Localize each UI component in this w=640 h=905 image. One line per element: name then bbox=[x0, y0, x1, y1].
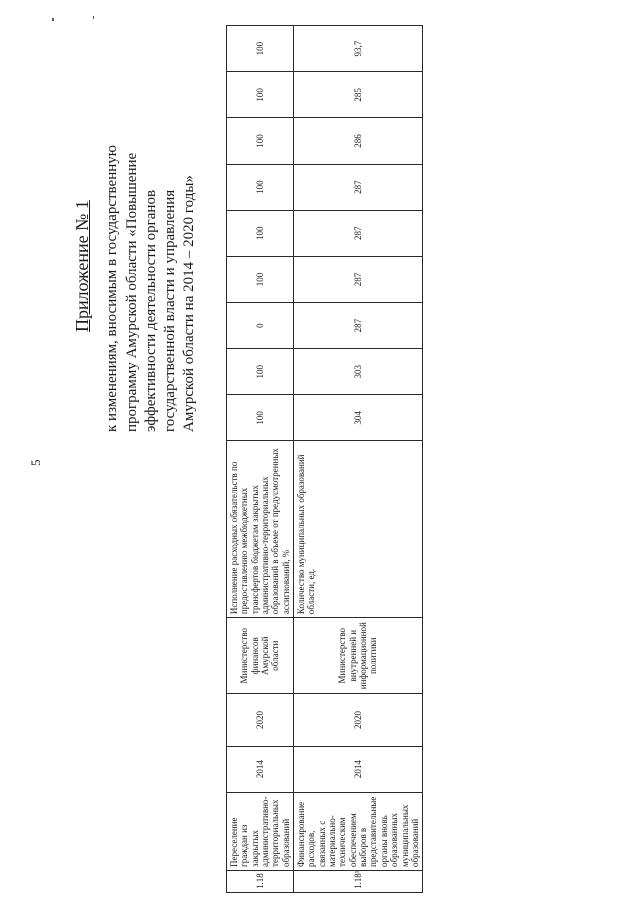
indicator-value: 303 bbox=[294, 349, 423, 395]
table-row bbox=[227, 26, 294, 893]
indicator-value: 286 bbox=[294, 118, 423, 164]
appendix-line: эффективности деятельности органов bbox=[143, 189, 159, 432]
appendix-line: программу Амурской области «Повышение bbox=[124, 152, 140, 432]
appendix-line: Амурской области на 2014 – 2020 годы» bbox=[181, 175, 197, 432]
scan-speck bbox=[52, 18, 54, 21]
start-year: 2014 bbox=[227, 746, 294, 792]
indicator-value: 287 bbox=[294, 210, 423, 256]
appendix-line: государственной власти и управления bbox=[162, 189, 178, 432]
indicator: Исполнение расходных обязательств по предоставлению межбюджетных трансфертов бюджетам закрытых административно-территориальных образований в объеме от предусмотренных ассигнований, % bbox=[227, 441, 294, 618]
indicator-value: 100 bbox=[227, 26, 294, 72]
indicator-value: 100 bbox=[227, 256, 294, 302]
indicator-value: 304 bbox=[294, 395, 423, 441]
indicator-value: 285 bbox=[294, 72, 423, 118]
indicator-value: 93,7 bbox=[294, 26, 423, 72]
row-number: 1.18¹ bbox=[294, 870, 423, 892]
end-year: 2020 bbox=[227, 694, 294, 746]
table-row bbox=[294, 26, 423, 893]
indicator: Количество муниципальных образований области, ед. bbox=[294, 441, 423, 618]
indicator-value: 0 bbox=[227, 303, 294, 349]
program-table bbox=[226, 25, 420, 893]
appendix-title: Приложение № 1 bbox=[72, 200, 92, 332]
start-year: 2014 bbox=[294, 746, 423, 792]
end-year: 2020 bbox=[294, 694, 423, 746]
indicator-value: 100 bbox=[227, 210, 294, 256]
indicator-value: 100 bbox=[227, 72, 294, 118]
executor: Министерство финансов Амурской области bbox=[227, 618, 294, 694]
indicator-value: 287 bbox=[294, 256, 423, 302]
event-name: Финансирование расходов, связанных с материально-техническим обеспечением выборов в представительные органы вновь образованных муниципальных образований bbox=[294, 792, 423, 870]
indicator-value: 100 bbox=[227, 164, 294, 210]
indicator-value: 100 bbox=[227, 395, 294, 441]
indicator-value: 287 bbox=[294, 303, 423, 349]
scan-speck bbox=[93, 16, 94, 19]
indicator-value: 100 bbox=[227, 118, 294, 164]
indicator-value: 287 bbox=[294, 164, 423, 210]
indicator-value: 100 bbox=[227, 349, 294, 395]
row-number: 1.18 bbox=[227, 870, 294, 892]
executor: Министерство внутренней и информационной политики bbox=[294, 618, 423, 694]
appendix-line: к изменениям, вносимым в государственную bbox=[104, 145, 120, 432]
event-name: Переселение граждан из закрытых административно-территориальных образований bbox=[227, 792, 294, 870]
page-number: 5 bbox=[28, 459, 43, 466]
